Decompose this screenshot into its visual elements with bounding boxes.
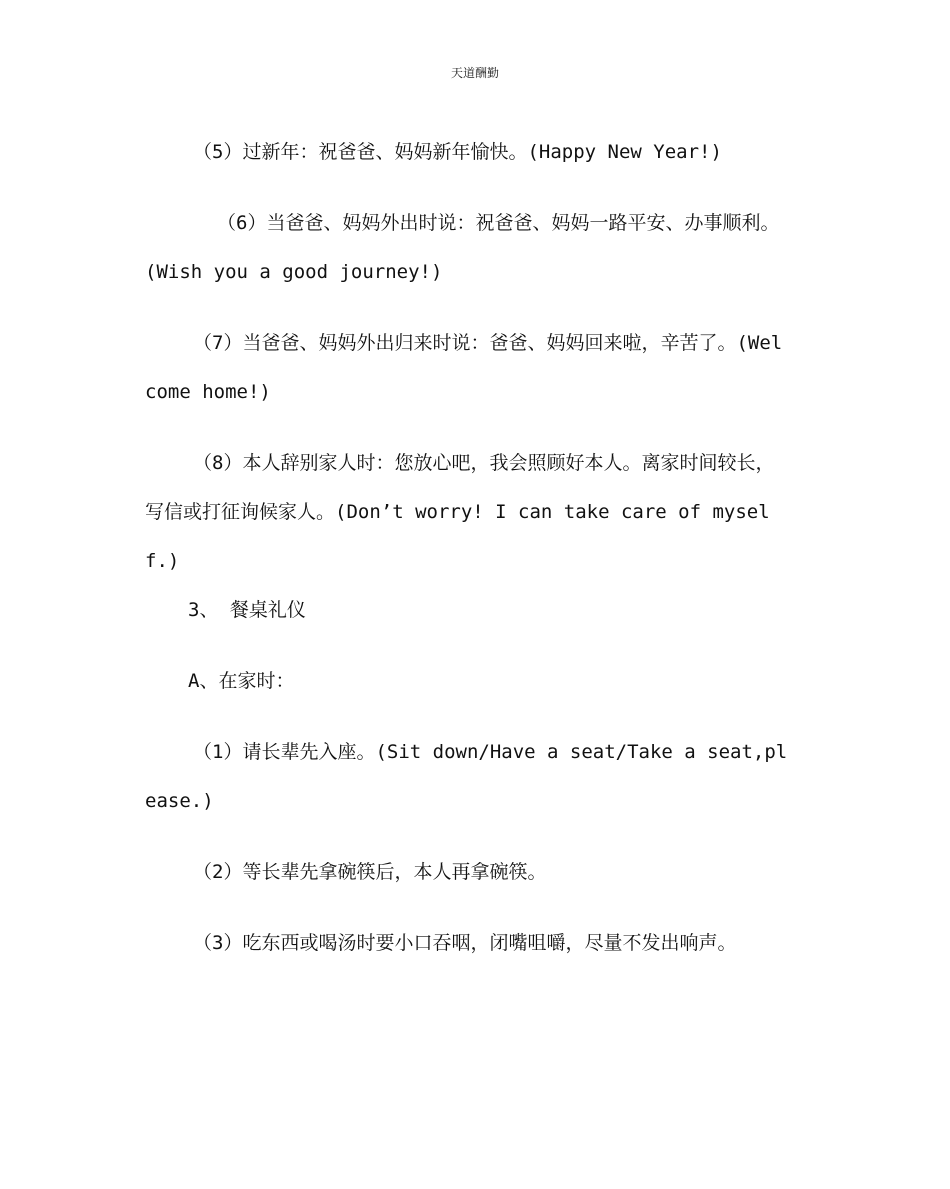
page-header: 天道酬勤 [450, 66, 499, 80]
paragraph-new-year: （5）过新年：祝爸爸、妈妈新年愉快。(Happy New Year!) [193, 141, 722, 163]
item-eating-quietly: （3）吃东西或喝汤时要小口吞咽，闭嘴咀嚼，尽量不发出响声。 [193, 932, 737, 954]
item-chopsticks: （2）等长辈先拿碗筷后，本人再拿碗筷。 [193, 861, 547, 883]
item-seating: （1）请长辈先入座。(Sit down/Have a seat/Take a seat,please.) [145, 741, 788, 812]
section-subheading: A、在家时： [188, 670, 295, 692]
document-body [145, 128, 790, 990]
paragraph-parents-leaving: （6）当爸爸、妈妈外出时说：祝爸爸、妈妈一路平安、办事顺利。(Wish you a good journey!) [145, 212, 780, 283]
paragraph-self-leaving: （8）本人辞别家人时：您放心吧，我会照顾好本人。离家时间较长，写信或打征询候家人。(Don’t worry! I can take care of myself.) [145, 452, 775, 572]
paragraph-parents-returning: （7）当爸爸、妈妈外出归来时说：爸爸、妈妈回来啦，辛苦了。(Welcome home!) [145, 332, 783, 403]
section-heading: 3、 餐桌礼仪 [188, 599, 306, 621]
